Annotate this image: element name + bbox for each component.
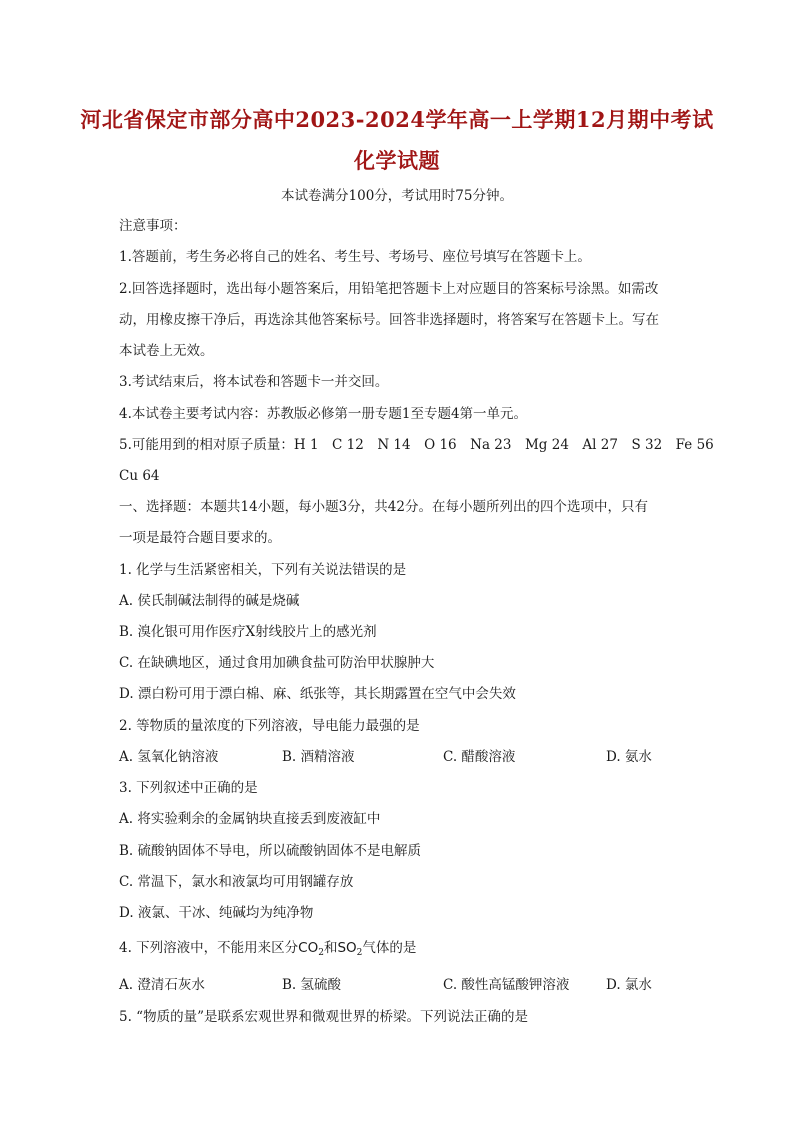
note-2-line-2: 动，用橡皮擦干净后，再选涂其他答案标号。回答非选择题时，将答案写在答题卡上。写在 bbox=[119, 312, 659, 328]
subject-title: 化学试题 bbox=[354, 148, 440, 173]
question-3-stem: 3. 下列叙述中正确的是 bbox=[119, 780, 258, 796]
question-3-option-a: A. 将实验剩余的金属钠块直接丢到废液缸中 bbox=[119, 811, 381, 827]
exam-title: 河北省保定市部分高中2023-2024学年高一上学期12月期中考试 bbox=[80, 107, 714, 132]
question-1-option-d: D. 漂白粉可用于漂白棉、麻、纸张等，其长期露置在空气中会失效 bbox=[119, 686, 516, 702]
question-4-stem-prefix: 4. 下列溶液中，不能用来区分 bbox=[119, 940, 299, 956]
question-5-stem: 5. “物质的量”是联系宏观世界和微观世界的桥梁。下列说法正确的是 bbox=[119, 1009, 528, 1025]
question-3-option-d: D. 液氯、干冰、纯碱均为纯净物 bbox=[119, 905, 314, 921]
question-1-option-c: C. 在缺碘地区，通过食用加碘食盐可防治甲状腺肿大 bbox=[119, 655, 435, 671]
formula-co: CO bbox=[298, 940, 319, 956]
question-4-option-b: B. 氢硫酸 bbox=[282, 977, 342, 993]
question-4-stem-suffix: 气体的是 bbox=[362, 940, 417, 956]
note-5-line-1: 5.可能用到的相对原子质量：H 1 C 12 N 14 O 16 Na 23 Mg 24 Al 27 S 32 Fe 56 bbox=[119, 437, 714, 453]
question-4-option-d: D. 氯水 bbox=[606, 977, 652, 993]
note-3: 3.考试结束后，将本试卷和答题卡一并交回。 bbox=[119, 374, 389, 390]
question-1-option-b: B. 溴化银可用作医疗X射线胶片上的感光剂 bbox=[119, 624, 377, 640]
note-5-line-2: Cu 64 bbox=[119, 468, 160, 484]
exam-subtitle: 本试卷满分100分，考试用时75分钟。 bbox=[281, 188, 513, 204]
note-2-line-3: 本试卷上无效。 bbox=[119, 343, 214, 359]
question-2-option-b: B. 酒精溶液 bbox=[282, 749, 355, 765]
question-3-option-c: C. 常温下，氯水和液氯均可用钢罐存放 bbox=[119, 874, 354, 890]
note-2-line-1: 2.回答选择题时，选出每小题答案后，用铅笔把答题卡上对应题目的答案标号涂黑。如需改 bbox=[119, 281, 659, 297]
question-1-stem: 1. 化学与生活紧密相关，下列有关说法错误的是 bbox=[119, 562, 407, 578]
note-1: 1.答题前，考生务必将自己的姓名、考生号、考场号、座位号填写在答题卡上。 bbox=[119, 249, 591, 265]
question-2-option-d: D. 氨水 bbox=[606, 749, 652, 765]
section-heading-line-2: 一项是最符合题目要求的。 bbox=[119, 530, 281, 546]
notes-heading: 注意事项： bbox=[119, 218, 187, 234]
question-4-option-c: C. 酸性高锰酸钾溶液 bbox=[443, 977, 570, 993]
question-2-stem: 2. 等物质的量浓度的下列溶液，导电能力最强的是 bbox=[119, 718, 420, 734]
section-heading-line-1: 一、选择题：本题共14小题，每小题3分，共42分。在每小题所列出的四个选项中，只有 bbox=[119, 499, 648, 515]
question-4-option-a: A. 澄清石灰水 bbox=[119, 977, 205, 993]
formula-so-subscript: 2 bbox=[356, 948, 363, 958]
question-2-option-a: A. 氢氧化钠溶液 bbox=[119, 749, 219, 765]
formula-so: SO bbox=[337, 940, 357, 956]
note-4: 4.本试卷主要考试内容：苏教版必修第一册专题1至专题4第一单元。 bbox=[119, 406, 528, 422]
question-3-option-b: B. 硫酸钠固体不导电，所以硫酸钠固体不是电解质 bbox=[119, 843, 422, 859]
formula-co-subscript: 2 bbox=[318, 948, 324, 958]
question-2-option-c: C. 醋酸溶液 bbox=[443, 749, 516, 765]
question-4-and: 和 bbox=[323, 940, 338, 956]
question-4-stem bbox=[119, 938, 416, 958]
question-1-option-a: A. 侯氏制碱法制得的碱是烧碱 bbox=[119, 593, 300, 609]
